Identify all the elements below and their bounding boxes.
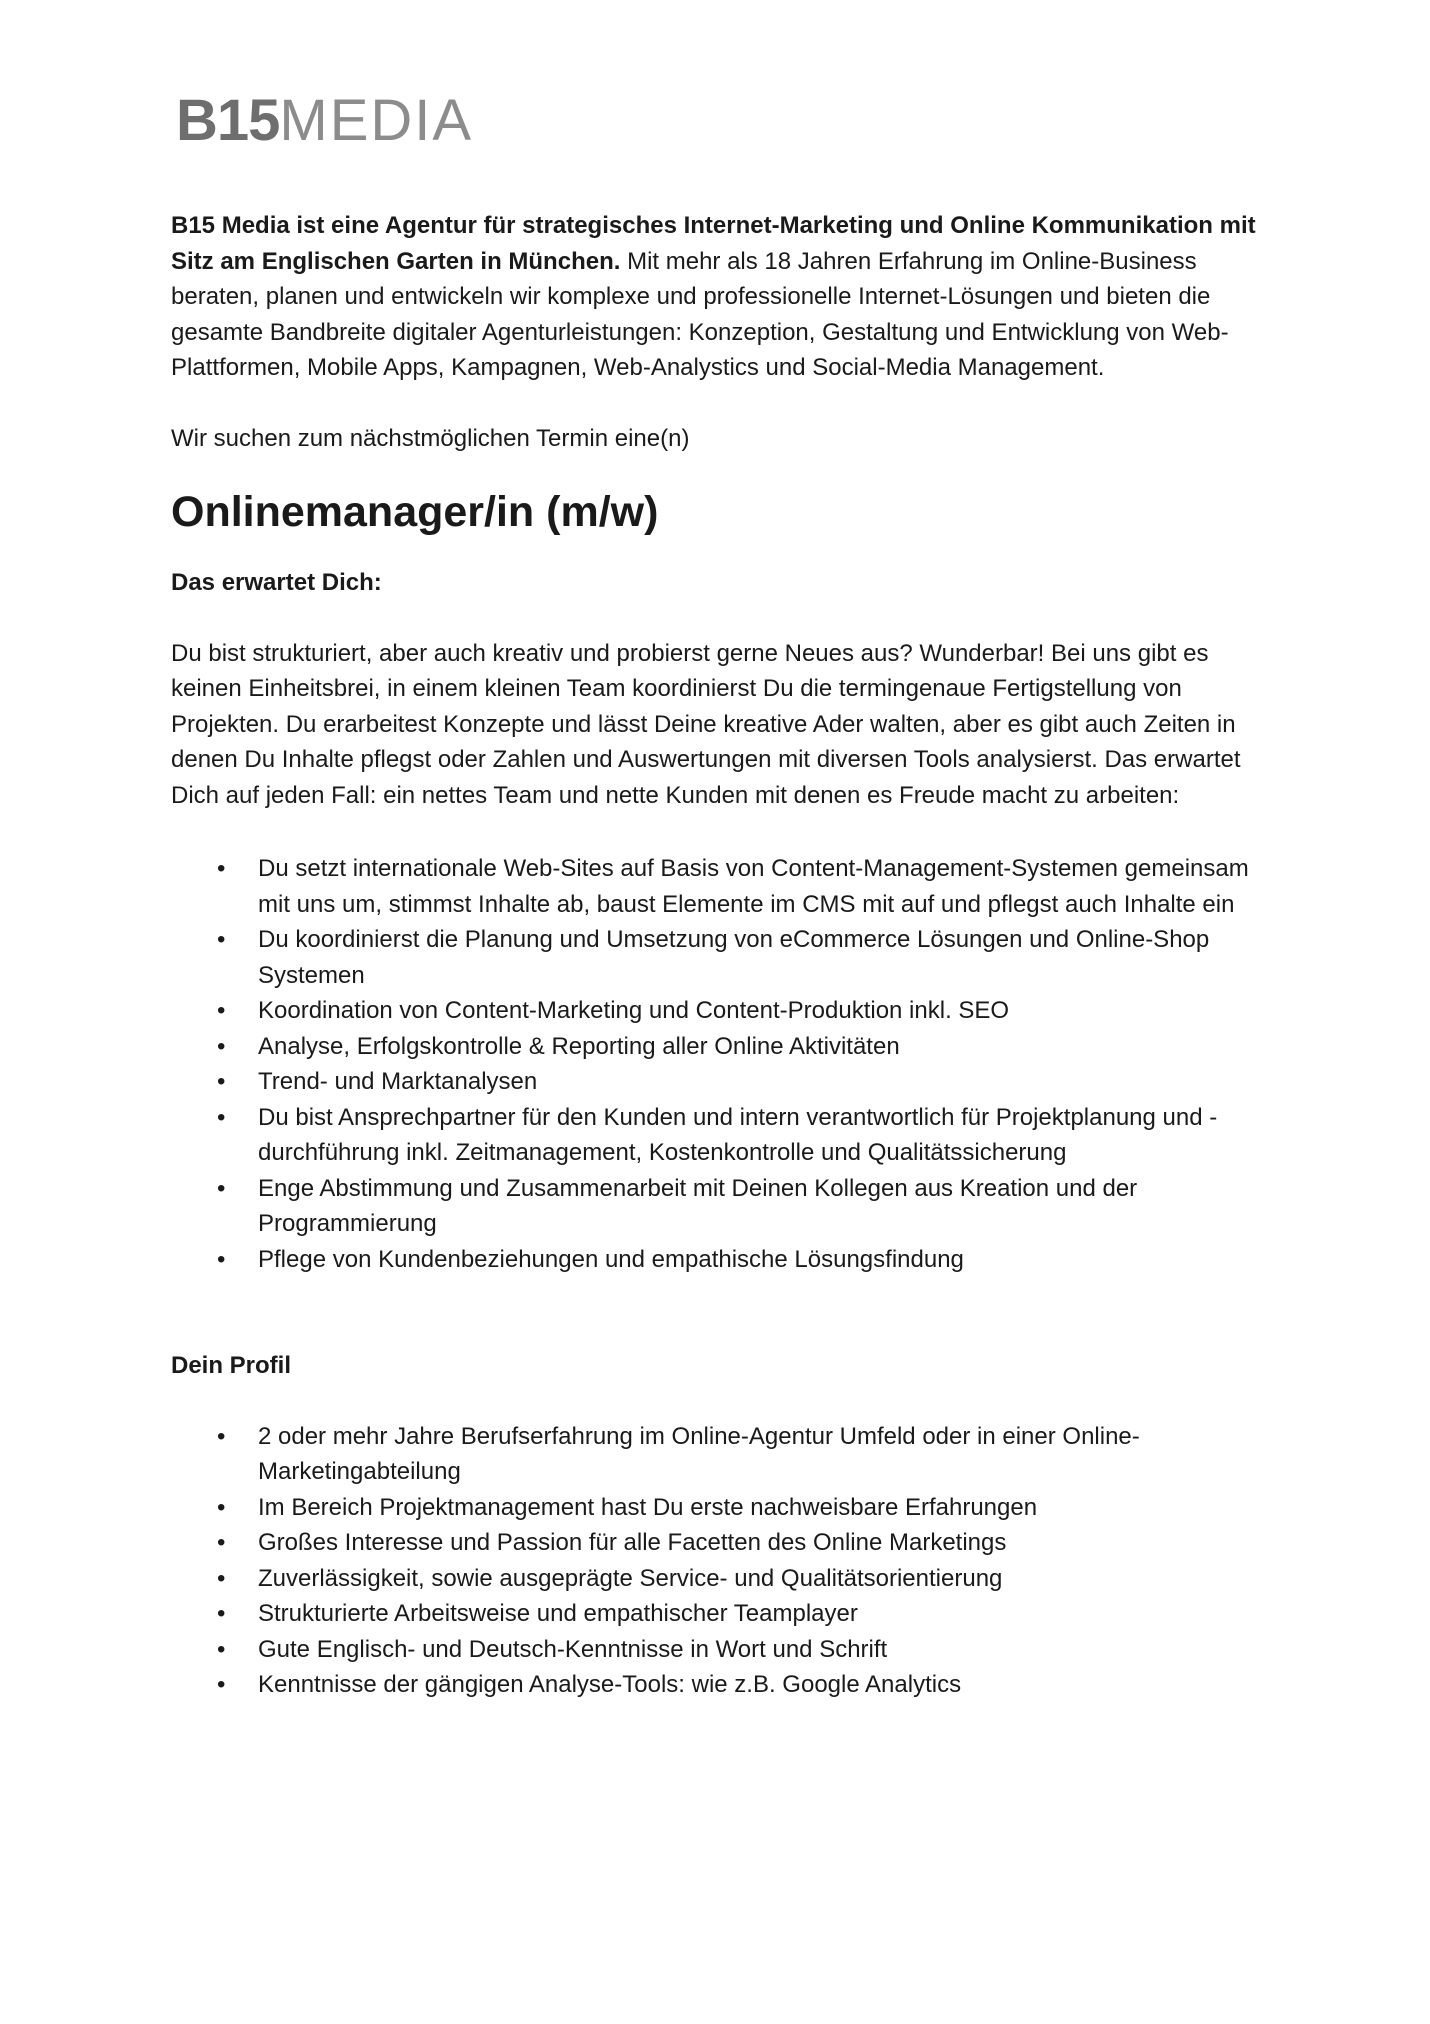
expect-paragraph: Du bist strukturiert, aber auch kreativ und probierst gerne Neues aus? Wunderbar! Bei uns gibt es keinen Einheitsbrei, in einem kleinen Team koordinierst Du die termingenaue Fertigstellung von Projekten. Du erarbeitest Konzepte und lässt Deine kreative Ader walten, aber es gibt auch Zeiten in denen Du Inhalte pflegst oder Zahlen und Auswertungen mit diversen Tools analysierst. Das erwartet Dich auf jeden Fall: ein nettes Team und nette Kunden mit denen es Freude macht zu arbeiten: [171, 639, 1241, 809]
list-item-text: Im Bereich Projektmanagement hast Du erste nachweisbare Erfahrungen [258, 1493, 1038, 1521]
list-item-text: Du setzt internationale Web-Sites auf Basis von Content-Management-Systemen gemeinsam mit uns um, stimmst Inhalte ab, baust Elemente im CMS mit auf und pflegst auch Inhalte ein [258, 855, 1249, 918]
bullet-icon: • [217, 1529, 226, 1556]
bullet-icon: • [217, 1174, 226, 1202]
list-item-text: Trend- und Marktanalysen [258, 1068, 538, 1095]
bullet-icon: • [217, 1245, 226, 1273]
profile-heading: Dein Profil [171, 1352, 292, 1379]
list-item [171, 1561, 1281, 1597]
list-item-text: Du koordinierst die Planung und Umsetzung von eCommerce Lösungen und Online-Shop Systemen [258, 926, 1210, 989]
list-item-text: Du bist Ansprechpartner für den Kunden und intern verantwortlich für Projektplanung und -durchführung inkl. Zeitmanagement, Kostenkontrolle und Qualitätssicherung [258, 1103, 1218, 1166]
list-item [171, 1525, 1281, 1561]
intro-bold-text: B15 Media ist eine Agentur für strategisches Internet-Marketing und Online Kommunikation mit Sitz am Englischen Garten in München. [171, 212, 1256, 275]
list-item [171, 1242, 1281, 1278]
expect-list [171, 851, 1281, 1277]
logo-bold-text: B15 [176, 88, 280, 153]
list-item [171, 1419, 1281, 1490]
list-item-text: Großes Interesse und Passion für alle Facetten des Online Marketings [258, 1529, 1007, 1556]
list-item-text: Koordination von Content-Marketing und Content-Produktion inkl. SEO [258, 997, 1010, 1024]
bullet-icon: • [217, 1635, 226, 1663]
profile-list [171, 1419, 1281, 1703]
list-item-text: 2 oder mehr Jahre Berufserfahrung im Online-Agentur Umfeld oder in einer Online-Marketingabteilung [258, 1422, 1140, 1485]
list-item [171, 993, 1281, 1029]
intro-paragraph [171, 208, 1281, 386]
list-item-text: Enge Abstimmung und Zusammenarbeit mit Deinen Kollegen aus Kreation und der Programmierung [258, 1174, 1138, 1237]
list-item [171, 922, 1281, 993]
list-item-text: Zuverlässigkeit, sowie ausgeprägte Service- und Qualitätsorientierung [258, 1564, 1003, 1592]
bullet-icon: • [217, 1493, 226, 1521]
list-item [171, 1029, 1281, 1065]
list-item-text: Analyse, Erfolgskontrolle & Reporting aller Online Aktivitäten [258, 1032, 900, 1060]
list-item [171, 1596, 1281, 1632]
list-item [171, 1171, 1281, 1242]
list-item-text: Gute Englisch- und Deutsch-Kenntnisse in Wort und Schrift [258, 1635, 888, 1663]
bullet-icon: • [217, 1671, 226, 1698]
bullet-icon: • [217, 1564, 226, 1592]
list-item [171, 1632, 1281, 1668]
document-body [171, 208, 1281, 1703]
bullet-icon: • [217, 1600, 226, 1627]
bullet-icon: • [217, 1103, 226, 1131]
list-item [171, 851, 1281, 922]
list-item [171, 1490, 1281, 1526]
intro-regular-text: Mit mehr als 18 Jahren Erfahrung im Online-Business beraten, planen und entwickeln wir komplexe und professionelle Internet-Lösungen und bieten die gesamte Bandbreite digitaler Agenturleistungen: Konzeption, Gestaltung und Entwicklung von Web-Plattformen, Mobile Apps, Kampagnen, Web-Analystics und Social-Media Management. [171, 247, 1229, 381]
job-title: Onlinemanager/in (m/w) [171, 488, 659, 536]
bullet-icon: • [217, 1032, 226, 1060]
logo-light-text: MEDIA [279, 88, 474, 153]
search-line: Wir suchen zum nächstmöglichen Termin eine(n) [171, 424, 690, 452]
bullet-icon: • [217, 926, 226, 953]
company-logo [176, 88, 474, 153]
list-item-text: Strukturierte Arbeitsweise und empathischer Teamplayer [258, 1600, 858, 1627]
list-item [171, 1100, 1281, 1171]
expect-heading: Das erwartet Dich: [171, 569, 382, 596]
bullet-icon: • [217, 997, 226, 1024]
bullet-icon: • [217, 855, 226, 882]
bullet-icon: • [217, 1068, 226, 1095]
list-item-text: Pflege von Kundenbeziehungen und empathische Lösungsfindung [258, 1245, 964, 1273]
list-item-text: Kenntnisse der gängigen Analyse-Tools: wie z.B. Google Analytics [258, 1671, 962, 1698]
list-item [171, 1667, 1281, 1703]
list-item [171, 1064, 1281, 1100]
bullet-icon: • [217, 1422, 226, 1450]
